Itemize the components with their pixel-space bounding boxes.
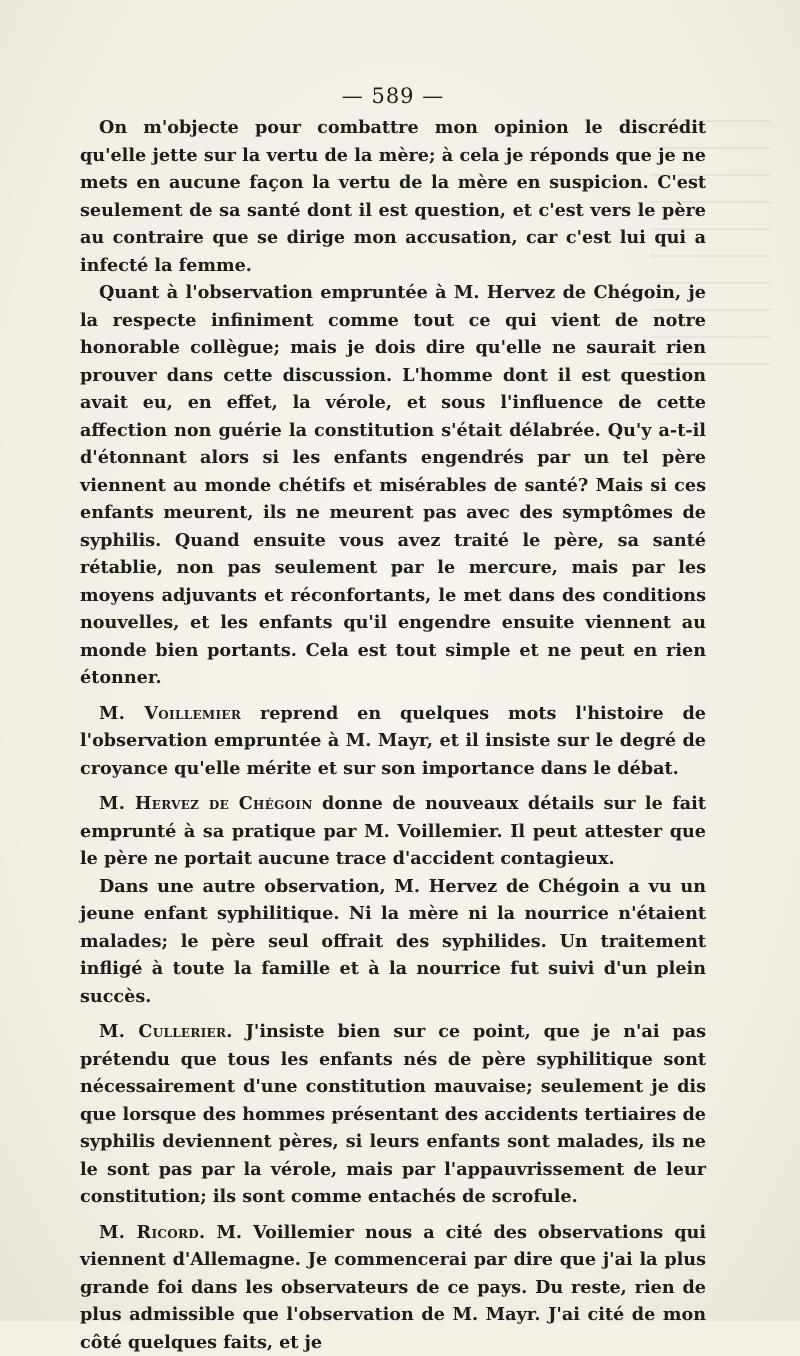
paragraph-text: On m'objecte pour combattre mon opinion le discrédit qu'elle jette sur la vertu de la mère; à cela je réponds que je ne mets en aucune façon la vertu de la mère en suspicion. C'est seulement de sa santé dont il est question, et c'est vers le père au contraire que se dirige mon accusation, car c'est lui qui a infecté la femme. <box>80 117 706 276</box>
paragraph-1 <box>80 114 706 279</box>
paragraph-text: Dans une autre observation, M. Hervez de Chégoin a vu un jeune enfant syphilitique. Ni la mère ni la nourrice n'étaient malades; le père seul offrait des syphilides. Un traitement infligé à toute la famille et à la nourrice fut suivi d'un plein succès. <box>80 876 706 1007</box>
paragraph-hervez <box>80 790 706 873</box>
paragraph-text: J'insiste bien sur ce point, que je n'ai pas prétendu que tous les enfants nés de père syphilitique sont nécessairement d'une constitution mauvaise; seulement je dis que lorsque des hommes présentant des accidents tertiaires de syphilis deviennent pères, si leurs enfants sont malades, ils ne le sont pas par la vérole, mais par l'appauvrissement de leur constitution; ils sont comme entachés de scrofule. <box>80 1021 706 1207</box>
paragraph-2 <box>80 279 706 692</box>
paragraph-text: donne de nouveaux détails sur le fait emprunté à sa pratique par M. Voillemier. Il peut attester que le père ne portait aucune trace d'accident contagieux. <box>80 793 706 869</box>
show-through-texture <box>650 120 770 380</box>
paragraph-cullerier <box>80 1018 706 1211</box>
page-number: — 589 — <box>80 84 706 108</box>
paragraph-5 <box>80 873 706 1011</box>
paragraph-text: Quant à l'observation empruntée à M. Hervez de Chégoin, je la respecte infiniment comme tout ce qui vient de notre honorable collègue; mais je dois dire qu'elle ne saurait rien prouver dans cette discussion. L'homme dont il est question avait eu, en effet, la vérole, et sous l'influence de cette affection non guérie la constitution s'était délabrée. Qu'y a-t-il d'étonnant alors si les enfants engendrés par un tel père viennent au monde chétifs et misérables de santé? Mais si ces enfants meurent, ils ne meurent pas avec des symptômes de syphilis. Quand ensuite vous avez traité le père, sa santé rétablie, non pas seulement par le mercure, mais par les moyens adjuvants et réconfortants, le met dans des conditions nouvelles, et les enfants qu'il engendre ensuite viennent au monde bien portants. Cela est tout simple et ne peut en rien étonner. <box>80 282 706 688</box>
speaker-name: M. Hervez de Chégoin <box>99 793 313 814</box>
speaker-name: M. Voillemier <box>99 703 241 724</box>
paragraph-text: M. Voillemier nous a cité des observations qui viennent d'Allemagne. Je commencerai par dire que j'ai la plus grande foi dans les observateurs de ce pays. Du reste, rien de plus admissible que l'observation de M. Mayr. J'ai cité de mon côté quelques faits, et je <box>80 1222 706 1353</box>
speaker-name: M. Ricord. <box>99 1222 205 1243</box>
paragraph-text: reprend en quelques mots l'histoire de l'observation empruntée à M. Mayr, et il insiste sur le degré de croyance qu'elle mérite et sur son importance dans le débat. <box>80 703 706 779</box>
paragraph-voillemier <box>80 700 706 783</box>
speaker-name: M. Cullerier. <box>99 1021 233 1042</box>
paragraph-ricord <box>80 1219 706 1356</box>
